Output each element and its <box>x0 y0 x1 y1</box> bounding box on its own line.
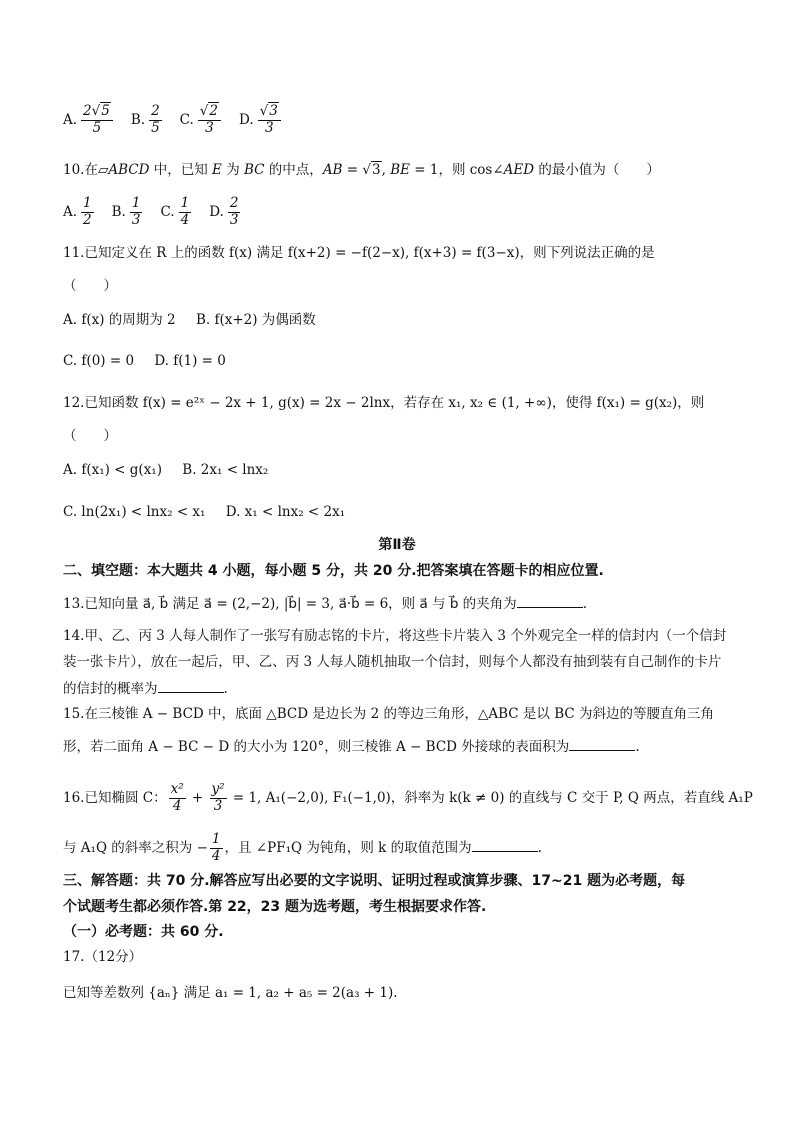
math-var: ▱ABCD <box>97 162 150 178</box>
fraction-denominator <box>130 213 143 229</box>
option <box>160 190 193 234</box>
fraction-denominator <box>203 121 216 137</box>
text-run: 1 <box>131 195 141 212</box>
q12-options-ab <box>63 460 734 480</box>
fraction <box>149 104 162 136</box>
q16-plus: + <box>187 790 208 806</box>
fraction-numerator <box>81 196 94 213</box>
option <box>63 98 115 142</box>
q11-option-a: A. f(x) 的周期为 2 <box>63 312 176 328</box>
text-run: 3 <box>229 212 239 228</box>
fraction-numerator <box>179 196 192 213</box>
q12-option-d: D. x₁ < lnx₂ < 2x₁ <box>225 504 346 520</box>
q10-stem <box>63 160 734 180</box>
fraction-denominator <box>81 213 94 229</box>
text-run: 1 <box>83 195 92 212</box>
answer-blank <box>517 593 583 608</box>
q11-options-ab <box>63 310 734 330</box>
q11-option-c: C. f(0) = 0 <box>63 353 135 369</box>
text-run: 10.在 <box>63 162 98 178</box>
q16-frac1-den: 4 <box>172 798 182 814</box>
math-var: AED <box>503 162 535 178</box>
q17-text: 已知等差数列 {aₙ} 满足 a₁ = 1, a₂ + a₅ = 2(a₃ + 1). <box>63 985 398 1001</box>
fraction-numerator <box>198 104 221 121</box>
radicand: 3 <box>269 103 278 120</box>
part-2-heading: 二、填空题：本大题共 4 小题，每小题 5 分，共 20 分.把答案填在答题卡的相应位置. <box>63 563 604 579</box>
q12-option-b: B. 2x₁ < lnx₂ <box>182 462 269 478</box>
q13-end: . <box>582 596 587 612</box>
q16-line-1 <box>63 776 753 820</box>
fraction <box>258 104 281 136</box>
option-label: C. <box>179 112 194 128</box>
part-3-heading-line-2: 个试题考生都必须作答.第 22，23 题为选考题，考生根据要求作答. <box>63 899 487 915</box>
option <box>63 190 96 234</box>
text-run: = 1，则 cos∠ <box>409 162 504 178</box>
q16-line2-post: ，且 ∠PF₁Q 为钝角，则 k 的取值范围为 <box>224 840 472 856</box>
q16-frac2-den: 3 <box>213 798 223 814</box>
q14-line-2: 装一张卡片），放在一起后，甲、乙、丙 3 人每人随机抽取一个信封，则每个人都没有抽到装有自己制作的卡片 <box>63 654 722 670</box>
text-run: 4 <box>180 212 190 228</box>
text-run: 中，已知 <box>149 162 213 178</box>
sqrt: √2 <box>199 103 218 120</box>
q11-stem: 11.已知定义在 R 上的函数 f(x) 满足 f(x+2) = −f(2−x), f(x+3) = f(3−x)，则下列说法正确的是 <box>63 245 655 261</box>
q15-end: . <box>635 739 640 755</box>
fraction <box>198 104 221 136</box>
fraction-denominator <box>149 121 162 137</box>
option <box>131 98 164 142</box>
text-run: 5 <box>151 120 160 136</box>
sqrt: √3 <box>259 103 278 120</box>
fraction <box>179 196 192 228</box>
fraction-numerator <box>81 104 113 121</box>
text-run: 2 <box>151 103 160 120</box>
q16-frac1-num: x² <box>170 781 184 798</box>
fraction <box>210 782 227 814</box>
text-run: 2 <box>229 195 239 212</box>
fraction <box>130 196 143 228</box>
q10-stem-text <box>63 162 660 178</box>
q15-line-2 <box>63 736 734 757</box>
text-run: 2 <box>83 212 92 228</box>
q12-option-a: A. f(x₁) < g(x₁) <box>63 462 162 478</box>
text-run: 3 <box>205 120 214 136</box>
option-label: A. <box>63 204 78 220</box>
text-run: = <box>342 162 363 178</box>
option-label: D. <box>209 204 224 220</box>
answer-blank <box>472 837 538 852</box>
q13 <box>63 593 734 614</box>
q12-option-c: C. ln(2x₁) < lnx₂ < x₁ <box>63 504 206 520</box>
fraction <box>81 196 94 228</box>
fraction-numerator <box>258 104 281 121</box>
fraction <box>169 782 186 814</box>
fraction-numerator <box>228 196 241 213</box>
q14-line-1: 14.甲、乙、丙 3 人每人制作了一张写有励志铭的卡片，将这些卡片装入 3 个外观完全一样的信封内（一个信封 <box>63 628 727 644</box>
fraction-denominator <box>263 121 276 137</box>
fraction-numerator <box>130 196 143 213</box>
text-run: 3 <box>264 120 274 136</box>
sqrt: √5 <box>91 103 110 120</box>
q13-text: 13.已知向量 a⃗, b⃗ 满足 a⃗ = (2,−2), |b⃗| = 3, a⃗·b⃗ = 6，则 a⃗ 与 b⃗ 的夹角为 <box>63 596 517 612</box>
q14-line-3-text: 的信封的概率为 <box>63 681 158 697</box>
q9-options <box>63 98 734 142</box>
q12-stem: 12.已知函数 f(x) = e²ˣ − 2x + 1, g(x) = 2x − 2lnx，若存在 x₁, x₂ ∈ (1, +∞)，使得 f(x₁) = g(x₂)，则 <box>63 395 705 411</box>
radicand: 3 <box>372 162 381 178</box>
fraction-denominator <box>91 121 104 137</box>
text-run: 的最小值为（ ） <box>534 162 660 178</box>
q12-options-cd <box>63 502 734 522</box>
answer-blank <box>569 736 635 751</box>
part-3-heading-line-1: 三、解答题：共 70 分.解答应写出必要的文字说明、证明过程或演算步骤、17~21 题为必考题，每 <box>63 873 686 889</box>
math-var: E <box>212 162 222 178</box>
text-run: 1 <box>180 195 190 212</box>
q16-frac2-num: y² <box>211 781 225 798</box>
option-label: A. <box>63 112 78 128</box>
radicand: 5 <box>101 103 110 120</box>
option-label: B. <box>130 112 146 128</box>
q14-line-3 <box>63 678 734 699</box>
fraction <box>210 832 223 864</box>
q10-options <box>63 190 734 234</box>
q14-end: . <box>223 681 228 697</box>
q12-paren: （ ） <box>63 428 117 444</box>
q17-title: 17.（12分） <box>63 949 143 965</box>
section-2-title: 第Ⅱ卷 <box>378 537 416 553</box>
option <box>209 190 242 234</box>
radicand: 2 <box>209 103 218 120</box>
text-run: 3 <box>131 212 141 228</box>
fraction-numerator <box>149 104 162 121</box>
option-label: B. <box>111 204 126 220</box>
answer-blank <box>158 678 224 693</box>
q16-frac3-num: 1 <box>211 831 221 848</box>
q11-option-d: D. f(1) = 0 <box>154 353 226 369</box>
math-var: BE <box>390 162 410 178</box>
q10-option-list <box>63 195 258 228</box>
option <box>239 98 283 142</box>
fraction <box>228 196 241 228</box>
q15-line-2-text: 形，若二面角 A − BC − D 的大小为 120°，则三棱锥 A − BCD 外接球的表面积为 <box>63 739 570 755</box>
q9-option-list <box>63 103 299 136</box>
option-label: C. <box>160 204 175 220</box>
text-run: 5 <box>92 120 102 136</box>
option <box>180 98 223 142</box>
fraction <box>81 104 113 136</box>
sqrt: √3 <box>362 162 381 178</box>
q16-frac3-den: 4 <box>211 848 221 864</box>
text-run: 的中点， <box>264 162 323 178</box>
math-var: AB <box>322 162 343 178</box>
q16-line-2 <box>63 826 734 870</box>
option <box>112 190 145 234</box>
fraction-denominator <box>228 213 241 229</box>
math-var: BC <box>244 162 265 178</box>
text-run: 为 <box>221 162 244 178</box>
q16-line2-pre: 与 A₁Q 的斜率之积为 − <box>63 840 208 856</box>
q16-post: = 1, A₁(−2,0), F₁(−1,0)，斜率为 k(k ≠ 0) 的直线与 C 交于 P, Q 两点，若直线 A₁P <box>228 790 753 806</box>
q11-paren: （ ） <box>63 278 117 294</box>
option-label: D. <box>239 112 254 128</box>
fraction-denominator <box>179 213 192 229</box>
part-3-subheading: （一）必考题：共 60 分. <box>63 924 224 940</box>
q11-option-b: B. f(x+2) 为偶函数 <box>195 312 316 328</box>
q15-line-1: 15.在三棱锥 A − BCD 中，底面 △BCD 是边长为 2 的等边三角形，△ABC 是以 BC 为斜边的等腰直角三角 <box>63 706 714 722</box>
q11-options-cd <box>63 351 734 371</box>
text-run: , <box>381 162 391 178</box>
q16-pre: 16.已知椭圆 C： <box>63 790 167 806</box>
text-run: 2 <box>83 103 92 120</box>
q16-end: . <box>537 840 542 856</box>
